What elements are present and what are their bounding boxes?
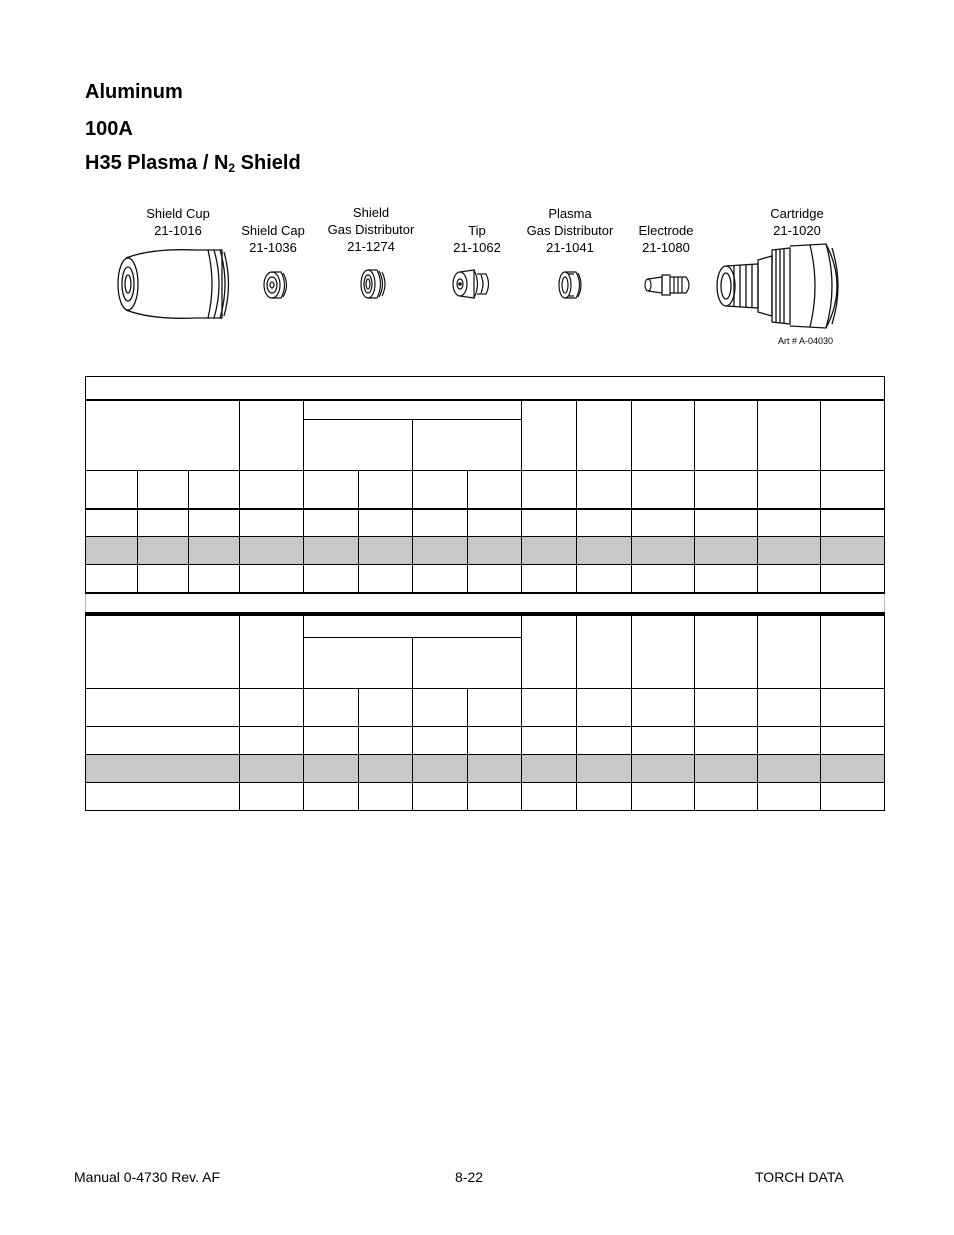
table-row [86,509,885,537]
part-number: 21-1016 [154,223,202,238]
header-cell [304,637,413,688]
footer-manual-number: Manual 0-4730 Rev. AF [74,1169,221,1185]
cut-data-table-imperial [85,614,885,811]
part-number: 21-1080 [642,240,690,255]
table-title-cell [86,377,885,400]
part-name: Shield Cap [241,223,305,238]
header-cell [821,615,885,688]
header-cell [522,400,577,471]
header-cell [695,615,758,688]
table-row [86,754,885,782]
gas-heading-tail: Shield [235,152,301,174]
part-name-line1: Plasma [548,206,592,221]
part-label-plasma-gas-distributor [527,205,614,256]
material-heading: Aluminum [85,81,183,103]
part-number: 21-1041 [546,240,594,255]
header-cell [695,400,758,471]
header-cell [632,400,695,471]
table-row [86,782,885,810]
table-units-row [86,688,885,726]
footer-section-title: TORCH DATA [755,1169,844,1185]
plasma-gas-distributor-image [556,268,586,302]
part-label-electrode [639,222,694,256]
header-cell [86,615,240,688]
part-name-line2: Gas Distributor [327,222,415,237]
part-name-line1: Shield [352,205,390,220]
shield-cap-image [261,269,291,301]
footer-page-number: 8-22 [455,1169,484,1185]
part-name: Tip [468,223,486,238]
table-title-row [86,377,885,400]
header-cell [758,400,821,471]
header-cell [413,420,522,471]
table-row [86,537,885,565]
part-label-shield-cup [146,205,210,239]
header-cell [413,637,522,688]
part-name: Electrode [638,223,694,238]
header-cell [304,420,413,471]
part-label-cartridge [770,205,823,239]
part-name: Shield Cup [146,206,210,221]
part-label-shield-cap [241,222,305,256]
art-number: Art # A-04030 [778,336,834,346]
part-name-line2: Gas Distributor [526,223,614,238]
cut-data-table-metric [85,376,885,614]
part-number: 21-1036 [249,240,297,255]
table-row [86,565,885,593]
gas-heading-main: H35 Plasma / N [85,152,229,174]
part-number: 21-1274 [347,239,395,254]
table-units-row [86,471,885,509]
table-title-cell [86,593,885,613]
header-cell [240,400,304,471]
table-row [86,726,885,754]
table-header-row [86,615,885,637]
part-label-shield-gas-distributor [328,204,415,255]
table-title-row [86,593,885,613]
tip-image [450,266,492,302]
part-number: 21-1020 [773,223,821,238]
cartridge-image [714,240,850,332]
header-cell [522,615,577,688]
amperage-heading: 100A [85,118,133,140]
header-cell [240,615,304,688]
header-cell [577,615,632,688]
header-cell [821,400,885,471]
table-header-row [86,400,885,420]
header-cell-group [304,400,522,420]
gas-heading-subscript: 2 [228,161,236,175]
part-label-tip [453,222,501,256]
electrode-image [640,271,694,299]
header-cell [577,400,632,471]
header-cell [758,615,821,688]
header-cell [632,615,695,688]
gas-heading [85,152,301,175]
part-number: 21-1062 [453,240,501,255]
shield-cup-image [112,244,234,324]
header-cell [86,400,240,471]
part-name: Cartridge [770,206,824,221]
shield-gas-distributor-image [358,266,388,302]
header-cell-group [304,615,522,637]
